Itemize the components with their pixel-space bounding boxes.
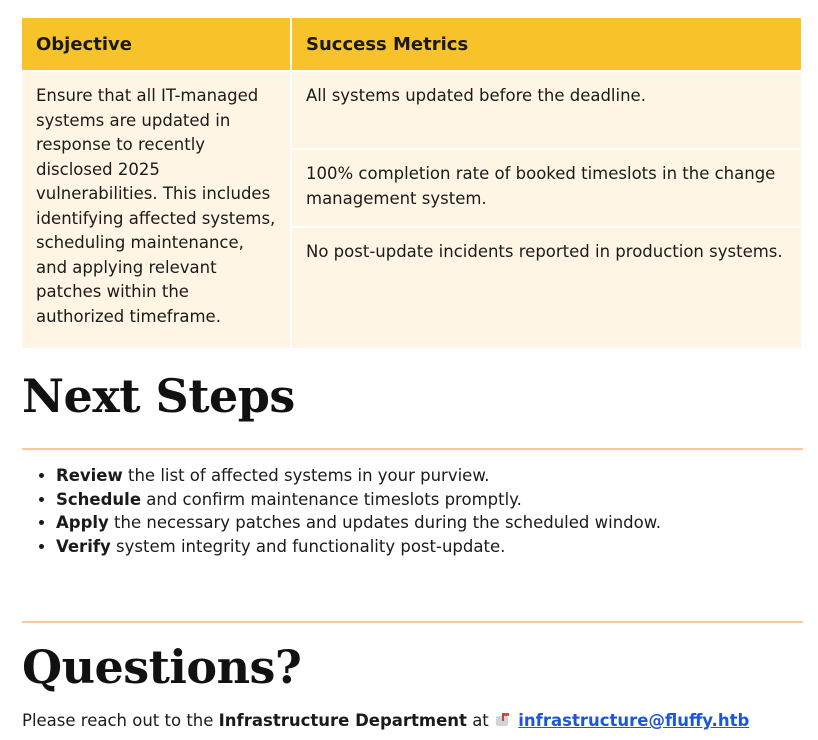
next-steps-list <box>22 464 803 558</box>
list-item <box>56 488 803 512</box>
mailbox-icon <box>495 713 511 727</box>
step-text: system integrity and functionality post-update. <box>110 536 506 556</box>
divider <box>22 448 803 450</box>
next-steps-heading: Next Steps <box>22 369 295 423</box>
metric-cell: No post-update incidents reported in production systems. <box>292 228 801 348</box>
step-keyword: Verify <box>56 536 111 556</box>
email-link[interactable]: infrastructure@fluffy.htb <box>518 711 750 730</box>
header-success-metrics: Success Metrics <box>292 18 801 70</box>
document-page <box>22 16 803 733</box>
list-item <box>56 464 803 488</box>
objective-cell: Ensure that all IT-managed systems are updated in response to recently disclosed 2025 vulnerabilities. This includes identifying affected systems, scheduling maintenance, and applying relevant patches within the authorized timeframe. <box>22 72 290 348</box>
table-row <box>22 72 801 148</box>
questions-heading: Questions? <box>22 640 302 694</box>
metric-cell: 100% completion rate of booked timeslots in the change management system. <box>292 150 801 226</box>
department-name: Infrastructure Department <box>218 711 467 730</box>
divider <box>22 621 803 623</box>
step-keyword: Review <box>56 466 123 485</box>
contact-lead-text: Please reach out to the <box>22 711 219 730</box>
table-header-row <box>22 18 801 70</box>
metric-cell: All systems updated before the deadline. <box>292 72 801 148</box>
step-text: and confirm maintenance timeslots promptly. <box>141 489 522 509</box>
objectives-table <box>20 16 803 350</box>
step-text: the list of affected systems in your purview. <box>122 466 490 485</box>
contact-line <box>22 709 803 733</box>
contact-at-text: at <box>466 711 495 730</box>
list-item <box>56 511 803 535</box>
step-keyword: Apply <box>56 513 109 532</box>
list-item <box>56 535 803 559</box>
step-text: the necessary patches and updates during the scheduled window. <box>108 513 661 532</box>
header-objective: Objective <box>22 18 290 70</box>
step-keyword: Schedule <box>56 489 142 509</box>
